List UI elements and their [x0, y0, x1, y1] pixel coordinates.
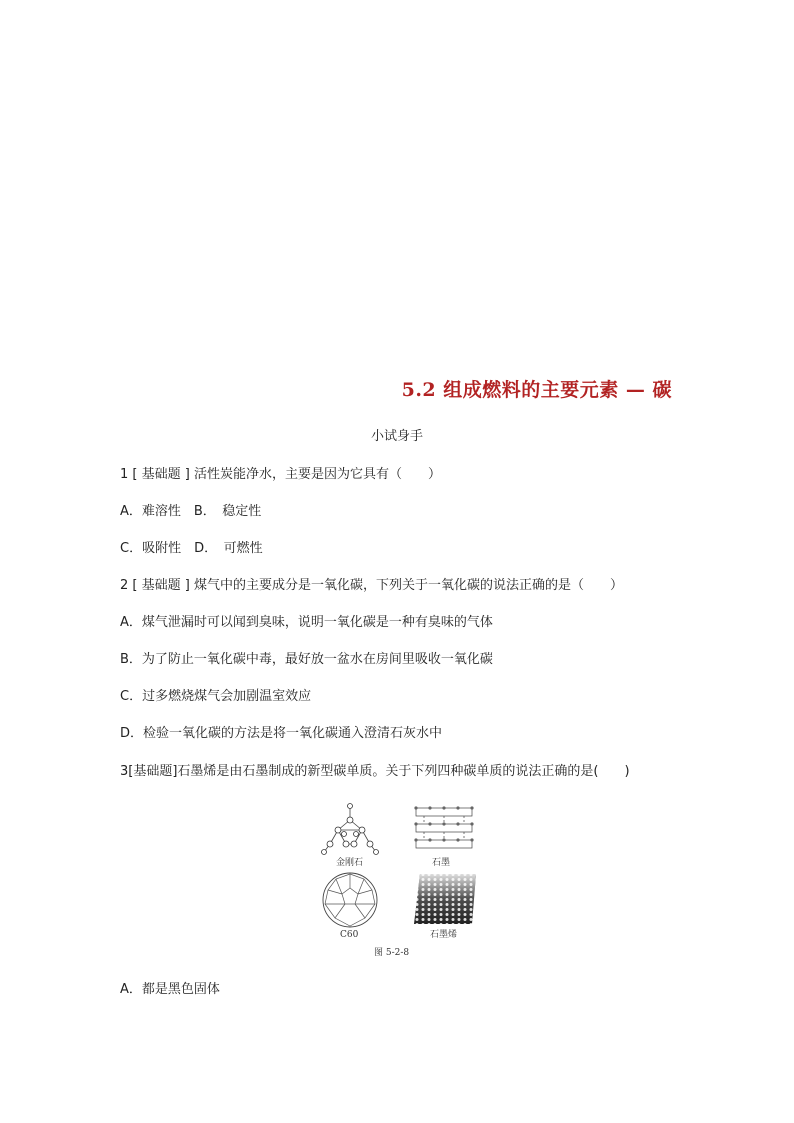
section-heading: 小试身手 — [370, 429, 423, 444]
graphene-label: 石墨烯 — [430, 930, 458, 940]
carbon-allotropes-figure — [318, 800, 478, 960]
graphite-label: 石墨 — [432, 858, 451, 868]
page-title: 5.2 组成燃料的主要元素 — 碳 — [401, 379, 672, 401]
diamond-structure-image — [320, 802, 380, 856]
question-1-option-ab: A．难溶性 B． 稳定性 — [120, 504, 262, 519]
diamond-label: 金刚石 — [336, 858, 364, 868]
question-1-stem: 1 [ 基础题 ] 活性炭能净水，主要是因为它具有（ ） — [120, 467, 441, 482]
question-2-option-a: A．煤气泄漏时可以闻到臭味，说明一氧化碳是一种有臭味的气体 — [120, 615, 493, 630]
question-3-stem: 3[基础题]石墨烯是由石墨制成的新型碳单质。关于下列四种碳单质的说法正确的是( ) — [120, 764, 630, 779]
question-2-option-d: D．检验一氧化碳的方法是将一氧化碳通入澄清石灰水中 — [120, 726, 443, 741]
graphite-structure-image — [412, 804, 476, 854]
question-2-option-c: C．过多燃烧煤气会加剧温室效应 — [120, 689, 312, 704]
graphene-structure-image — [414, 872, 476, 924]
figure-caption: 图 5-2-8 — [374, 948, 410, 958]
question-1-option-cd: C．吸附性 D． 可燃性 — [120, 541, 263, 556]
question-2-stem: 2 [ 基础题 ] 煤气中的主要成分是一氧化碳，下列关于一氧化碳的说法正确的是（ ） — [120, 578, 623, 593]
c60-label: C60 — [340, 930, 359, 940]
question-2-option-b: B．为了防止一氧化碳中毒，最好放一盆水在房间里吸收一氧化碳 — [120, 652, 493, 667]
c60-structure-image — [320, 870, 380, 930]
question-3-option-a: A．都是黑色固体 — [120, 982, 220, 997]
